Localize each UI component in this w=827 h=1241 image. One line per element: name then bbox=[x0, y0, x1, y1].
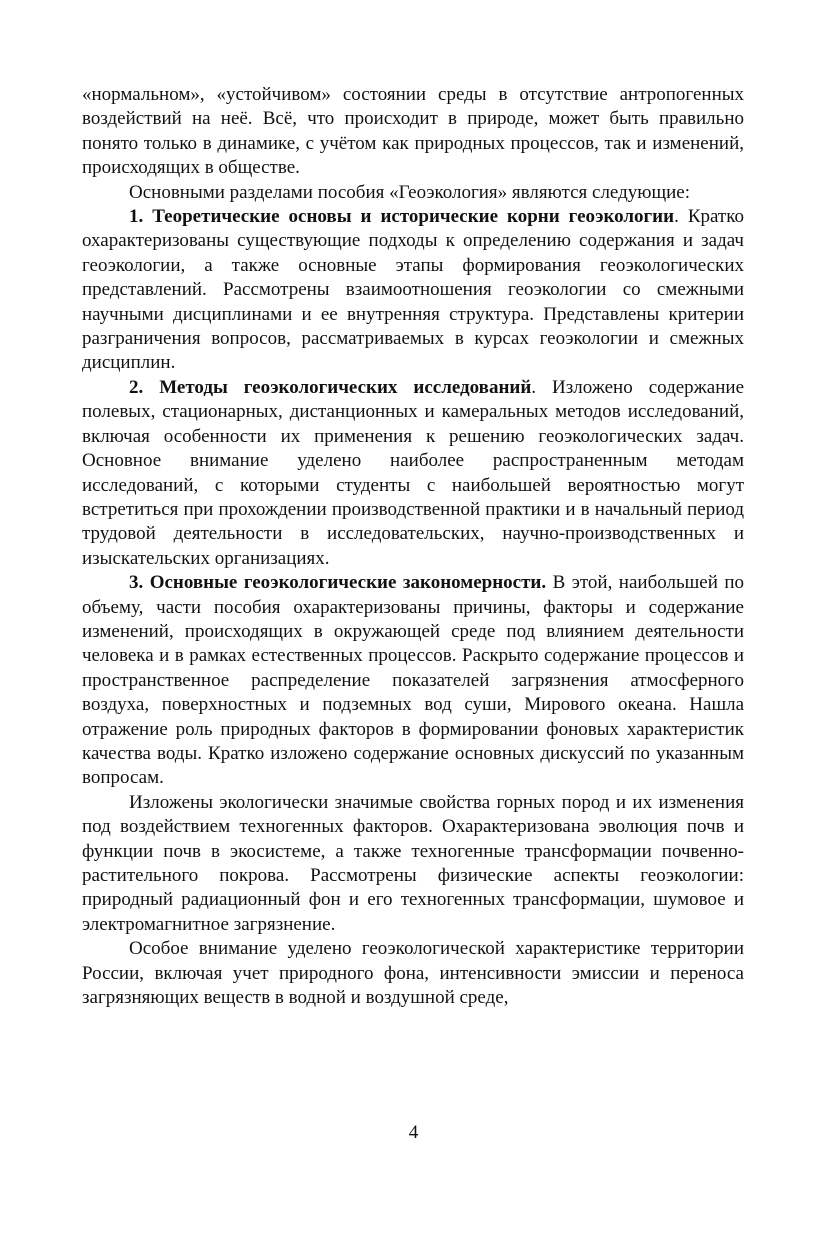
section-2-body: . Изложено содержание полевых, стационарных, дистанционных и камеральных методов исследований, включая особенности их применения к решению геоэкологических задач. Основное внимание уделено наиболее распространенным методам исследований, с которыми студенты с наибольшей вероятностью могут встретиться при прохождении производственной практики и в начальный период трудовой деятельности в исследовательских, научно-производственных и изыскательских организациях. bbox=[82, 376, 745, 569]
section-1-body: . Кратко охарактеризованы существующие подходы к определению содержания и задач геоэкологии, а также основные этапы формирования геоэкологических представлений. Рассмотрены взаимоотношения геоэкологии со смежными научными дисциплинами и ее внутренняя структура. Представлены критерии разграничения вопросов, рассматриваемых в курсах геоэкологии и смежных дисциплин. bbox=[82, 206, 744, 374]
paragraph-russia: Особое внимание уделено геоэкологической характеристике территории России, включая учет природного фона, интенсивности эмиссии и переноса загрязняющих веществ в водной и воздушной среде, bbox=[82, 938, 744, 1009]
paragraph-section-2 bbox=[82, 376, 744, 571]
paragraph-intro: Основными разделами пособия «Геоэкология» являются следующие: bbox=[129, 181, 690, 203]
paragraph-section-3 bbox=[82, 571, 744, 791]
paragraph-section-1 bbox=[82, 205, 744, 376]
page-number: 4 bbox=[408, 1122, 419, 1143]
section-1-title: 1. Теоретические основы и исторические корни геоэкологии bbox=[129, 206, 675, 228]
section-2-title: 2. Методы геоэкологических исследований bbox=[129, 376, 532, 398]
page-body bbox=[82, 83, 744, 1010]
paragraph-rocks-soils: Изложены экологически значимые свойства горных пород и их изменения под воздействием техногенных факторов. Охарактеризована эволюция почв и функции почв в экосистеме, а также техногенные трансформации почвенно-растительного покрова. Рассмотрены физические аспекты геоэкологии: природный радиационный фон и его техногенных трансформации, шумовое и электромагнитное загрязнение. bbox=[82, 791, 744, 935]
paragraph-continuation: «нормальном», «устойчивом» состоянии среды в отсутствие антропогенных воздействий на неё. Всё, что происходит в природе, может быть правильно понято только в динамике, с учётом как природных процессов, так и изменений, происходящих в обществе. bbox=[82, 84, 744, 179]
section-3-title: 3. Основные геоэкологические закономерности. bbox=[129, 572, 547, 594]
section-3-body: В этой, наибольшей по объему, части пособия охарактеризованы причины, факторы и содержание изменений, происходящих в окружающей среде под влиянием деятельности человека и в рамках естественных процессов. Раскрыто содержание процессов и пространственное распределение показателей загрязнения атмосферного воздуха, поверхностных и подземных вод суши, Мирового океана. Нашла отражение роль природных факторов в формировании фоновых характеристик качества воды. Кратко изложено содержание основных дискуссий по указанным вопросам. bbox=[82, 572, 745, 789]
